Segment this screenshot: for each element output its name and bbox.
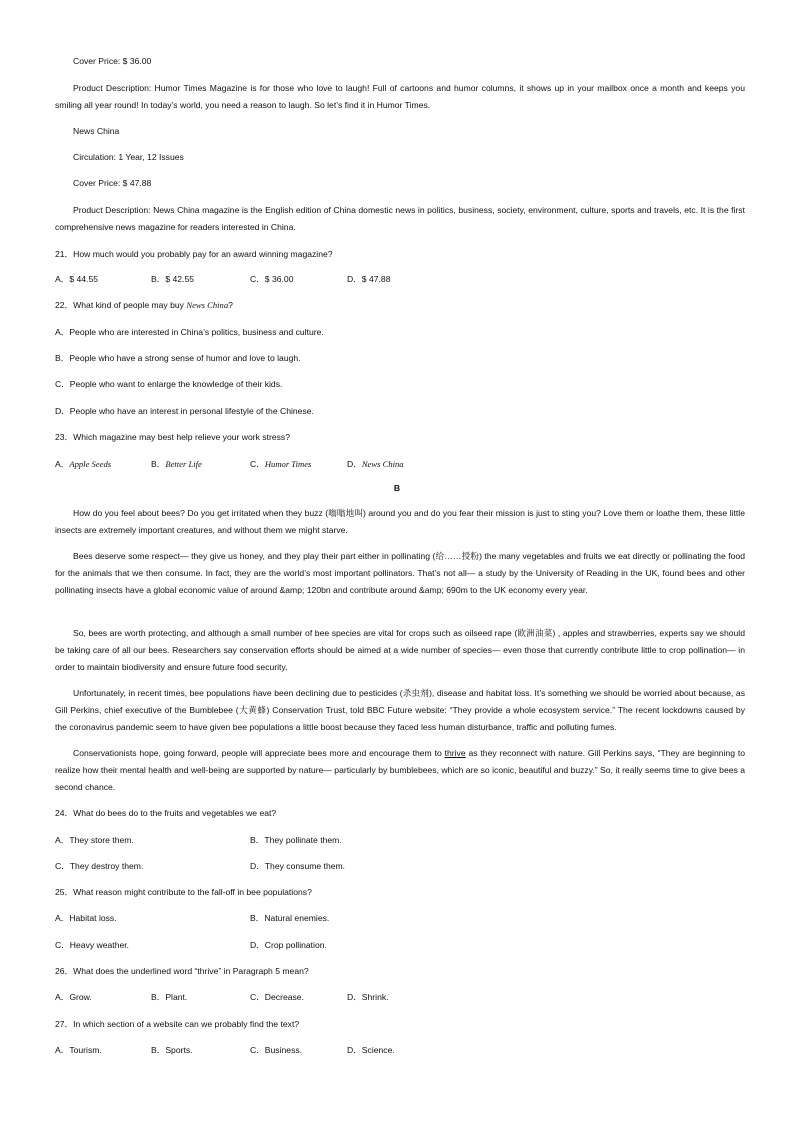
q21-option-a[interactable]: A．$ 44.55 (55, 274, 98, 284)
q27-option-b[interactable]: B．Sports. (151, 1045, 193, 1055)
humor-times-description: Product Description: Humor Times Magazine is for those who love to laugh! Full of cartoons and humor columns, it shows up in your mailbox once a month and keeps you smiling all year round! In today’s world, you need a reason to laugh. So let’s find it in Humor Times. (55, 83, 745, 110)
q23-d-letter: D． (347, 459, 362, 469)
q23-option-a[interactable] (55, 456, 111, 473)
q25-option-c[interactable]: C．Heavy weather. (55, 940, 130, 950)
news-china-title: News China (73, 126, 120, 136)
q25-option-a[interactable]: A．Habitat loss. (55, 913, 117, 923)
q27-option-a[interactable]: A．Tourism. (55, 1045, 102, 1055)
q26-option-a[interactable]: A．Grow. (55, 992, 92, 1002)
q27-option-c[interactable]: C．Business. (250, 1045, 303, 1055)
question-21-stem: 21．How much would you probably pay for an award winning magazine? (55, 249, 333, 259)
cover-price-humor: Cover Price: $ 36.00 (73, 56, 152, 66)
q23-b-text: Better Life (165, 459, 202, 469)
q23-option-b[interactable] (151, 456, 202, 473)
question-24-stem: 24．What do bees do to the fruits and vegetables we eat? (55, 808, 277, 818)
news-china-circulation: Circulation: 1 Year, 12 Issues (73, 152, 184, 162)
q22-option-b[interactable]: B．People who have a strong sense of humor and love to laugh. (55, 353, 301, 363)
passage-b-paragraph-2: Bees deserve some respect— they give us honey, and they play their part either in pollinating (给……授粉) the many vegetables and fruits we eat directly or pollinating the food for the animals that we then consume. In fact, they are the world’s most important pollinators. That’s not all— a study by the University of Reading in the UK, found bees and other pollinating insects have a global economic value of around &amp; 120bn and contribute around &amp; 690m to the UK economy every year. (55, 551, 745, 595)
q21-option-d[interactable]: D．$ 47.88 (347, 274, 391, 284)
p5-underlined-word: thrive (444, 748, 466, 758)
q22-option-d[interactable]: D．People who have an interest in personal lifestyle of the Chinese. (55, 406, 314, 416)
q23-option-c[interactable] (250, 456, 311, 473)
q26-option-c[interactable]: C．Decrease. (250, 992, 304, 1002)
q22-stem-magazine: News China (186, 300, 229, 310)
news-china-description: Product Description: News China magazine is the English edition of China domestic news in politics, business, society, environment, culture, sports and travels, etc. It is the first comprehensive news magazine for readers interested in China. (55, 205, 745, 232)
p5-text-end: as they reconnect with nature. Gill Perkins says, “They are beginning to realize how their mental health and well-being are supported by nature— particularly by bumblebees, which are so iconic, beautiful and buzzy.” So, it really seems time to give bees a second chance. (55, 748, 745, 792)
p5-text-start: Conservationists hope, going forward, people will appreciate bees more and encourage them to (73, 748, 445, 758)
question-23-stem: 23．Which magazine may best help relieve your work stress? (55, 432, 290, 442)
q23-b-letter: B． (151, 459, 166, 469)
q23-c-letter: C． (250, 459, 265, 469)
q23-a-text: Apple Seeds (69, 459, 112, 469)
question-27-stem: 27．In which section of a website can we probably find the text? (55, 1019, 300, 1029)
q23-a-letter: A． (55, 459, 70, 469)
q21-option-b[interactable]: B．$ 42.55 (151, 274, 194, 284)
q26-option-b[interactable]: B．Plant. (151, 992, 188, 1002)
q22-stem-text: 22．What kind of people may buy (55, 300, 187, 310)
q27-option-d[interactable]: D．Science. (347, 1045, 395, 1055)
question-22-stem (55, 297, 745, 314)
q22-option-a[interactable]: A．People who are interested in China’s politics, business and culture. (55, 327, 324, 337)
q23-option-d[interactable] (347, 456, 404, 473)
q26-option-d[interactable]: D．Shrink. (347, 992, 389, 1002)
q24-option-d[interactable]: D．They consume them. (250, 861, 346, 871)
q25-option-d[interactable]: D．Crop pollination. (250, 940, 327, 950)
passage-b-paragraph-1: How do you feel about bees? Do you get irritated when they buzz (嗡嗡地叫) around you and do you fear their mission is just to sting you? Love them or loathe them, these little insects are extremely important creatures, and without them we might starve. (55, 508, 745, 535)
q23-d-text: News China (361, 459, 404, 469)
q24-option-a[interactable]: A．They store them. (55, 835, 134, 845)
q24-option-c[interactable]: C．They destroy them. (55, 861, 144, 871)
question-26-stem: 26．What does the underlined word “thrive” in Paragraph 5 mean? (55, 966, 309, 976)
cover-price-news: Cover Price: $ 47.88 (73, 178, 152, 188)
passage-b-paragraph-4: Unfortunately, in recent times, bee populations have been declining due to pesticides (杀虫剂), disease and habitat loss. It’s something we should be worried about because, as Gill Perkins, chief executive of the Bumblebee (大黄蜂) Conservation Trust, told BBC Future website: “They provide a whole ecosystem service.” The recent lockdowns caused by the coronavirus pandemic seem to have given bee populations a little boost because they faced less human disturbance, traffic and polluting fumes. (55, 688, 745, 732)
section-b-heading: B (393, 483, 401, 493)
q22-option-c[interactable]: C．People who want to enlarge the knowledge of their kids. (55, 379, 283, 389)
q21-option-c[interactable]: C．$ 36.00 (250, 274, 294, 284)
passage-b-paragraph-3: So, bees are worth protecting, and although a small number of bee species are vital for crops such as oilseed rape (欧洲油菜) , apples and strawberries, experts say we should be taking care of all our bees. Researchers say conservation efforts should be aimed at a wide number of species— even those that currently contribute little to crop pollination— in order to maintain biodiversity and ensure future food security. (55, 628, 745, 672)
q25-option-b[interactable]: B．Natural enemies. (250, 913, 330, 923)
q23-c-text: Humor Times (264, 459, 312, 469)
q22-stem-mark: ? (228, 300, 233, 310)
passage-b-paragraph-5 (55, 745, 745, 796)
question-25-stem: 25．What reason might contribute to the fall-off in bee populations? (55, 887, 312, 897)
q24-option-b[interactable]: B．They pollinate them. (250, 835, 342, 845)
